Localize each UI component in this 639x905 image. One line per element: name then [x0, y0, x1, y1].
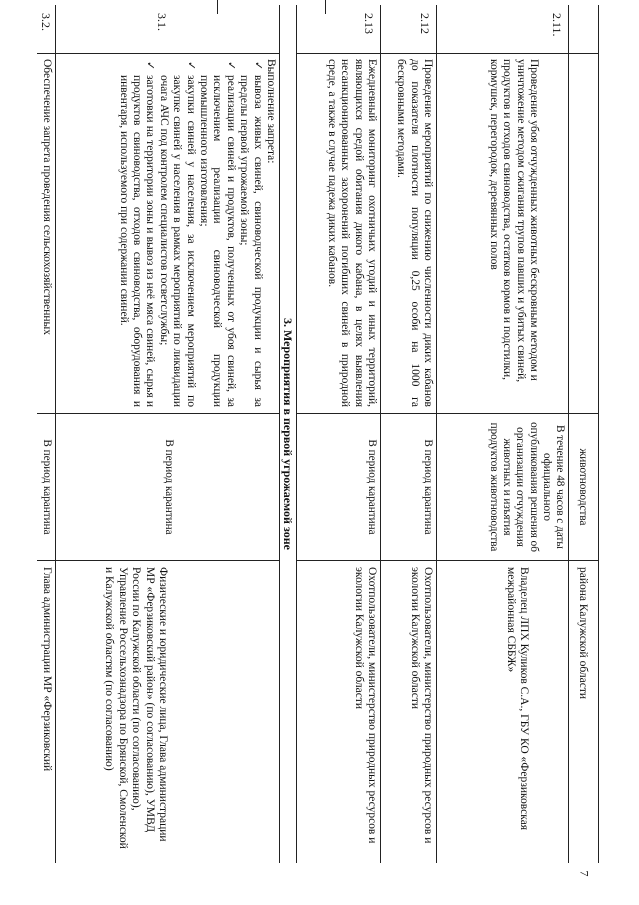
- responsible-text: Глава администрации МР «Ферзиковский: [41, 567, 53, 772]
- table-row: [437, 5, 569, 863]
- row-number: 2.11.: [550, 13, 564, 37]
- measure-text: Ежедневный мониторинг охотничьих угодий и иных территорий, являющихся средой обитания дикого кабана, в целях выявления несанкционированных захоронений погибших свиней в природной среде, а также в случае падежа диких кабанов.: [325, 59, 378, 407]
- responsible-text: Владелец ЛПХ Куликов С.А., ГБУ КО «Ферзиковская межрайонная СББЖ»: [504, 567, 530, 831]
- term-text: В период карантина: [422, 439, 434, 535]
- term-text: животноводства: [577, 448, 589, 526]
- measure-text: Проведение убоя отчужденных животных бескровным методом и уничтожение методом сжигания трупов павших и убитых свиней, продуктов и отходов свиноводства, остатков кормов и подстилки, кормушек, перегородок, деревянных полов: [487, 59, 540, 383]
- check-icon: ✓: [184, 61, 197, 71]
- list-item: ✓ реализации свиней и продуктов, полученных от убоя свиней, за исключением реализации свиноводческой продукции промышленного изготовления;: [197, 61, 237, 407]
- section-header-row: [280, 5, 297, 863]
- check-icon: ✓: [144, 61, 157, 71]
- list-item: ✓ закупки свиней у населения, за исключением мероприятий по закупке свиней у населения в рамках мероприятий по ликвидации очага АЧС под контролем специалистов госветслужбы;: [157, 61, 197, 407]
- rotated-table: [37, 5, 599, 863]
- measure-text: [569, 53, 598, 413]
- term-text: В период карантина: [41, 439, 53, 535]
- check-icon: ✓: [251, 61, 264, 71]
- section-title: 3. Мероприятия в первой угрожаемой зоне: [281, 318, 295, 550]
- measure-text: Обеспечение запрета проведения сельскохозяйственных: [41, 59, 53, 336]
- row-number: 3.1.: [155, 13, 169, 31]
- page-number: 7: [577, 870, 592, 877]
- measure-text: Проведение мероприятий по снижению численности диких кабанов до показателя плотности популяции 0,25 особи на 1000 га бескровными методами.: [395, 59, 434, 407]
- row-number: 2.12: [418, 13, 432, 34]
- responsible-text: Охотпользователи, министерство природных ресурсов и экологии Калужской области: [352, 567, 378, 844]
- table-row: [381, 5, 437, 863]
- row-number: [569, 13, 598, 53]
- table-row: [56, 5, 280, 863]
- term-text: В период карантина: [366, 439, 378, 535]
- list-item: ✓ вывоза живых свиней, свиноводческой продукции и сырья за пределы первой угрожаемой зоны;: [238, 61, 264, 407]
- measure-intro: Выполнение запрета:: [265, 59, 277, 164]
- table-row: [37, 5, 56, 863]
- list-item: ✓ заготовки на территории зоны и вывоз из неё мяса свиней, сырья и продуктов свиноводства, отходов свиноводства, оборудования и инвентаря, используемого при содержании свиней.: [117, 61, 157, 407]
- row-number: 2.13: [362, 13, 376, 34]
- responsible-text: района Калужской области: [577, 567, 589, 700]
- term-text: В период карантина: [163, 439, 175, 535]
- table-row: [569, 5, 599, 863]
- responsible-text: Физические и юридические лица, Глава администрации МР «Ферзиковский район» (по согласованию), УМВД России по Калужской области (по согласованию), Управление Россельхознадзора по Брянской, Смоленской и Калужской областям (по согласованию): [103, 567, 169, 849]
- term-text: В течение 48 часов с даты официального опубликования решения об организации отчуждения животных и изъятия продуктов животноводства: [487, 422, 566, 552]
- measure-list: [56, 53, 279, 413]
- responsible-text: Охотпользователи, министерство природных ресурсов и экологии Калужской области: [408, 567, 434, 844]
- table-row: [297, 5, 381, 863]
- check-icon: ✓: [224, 61, 237, 71]
- row-number: 3.2.: [39, 13, 53, 31]
